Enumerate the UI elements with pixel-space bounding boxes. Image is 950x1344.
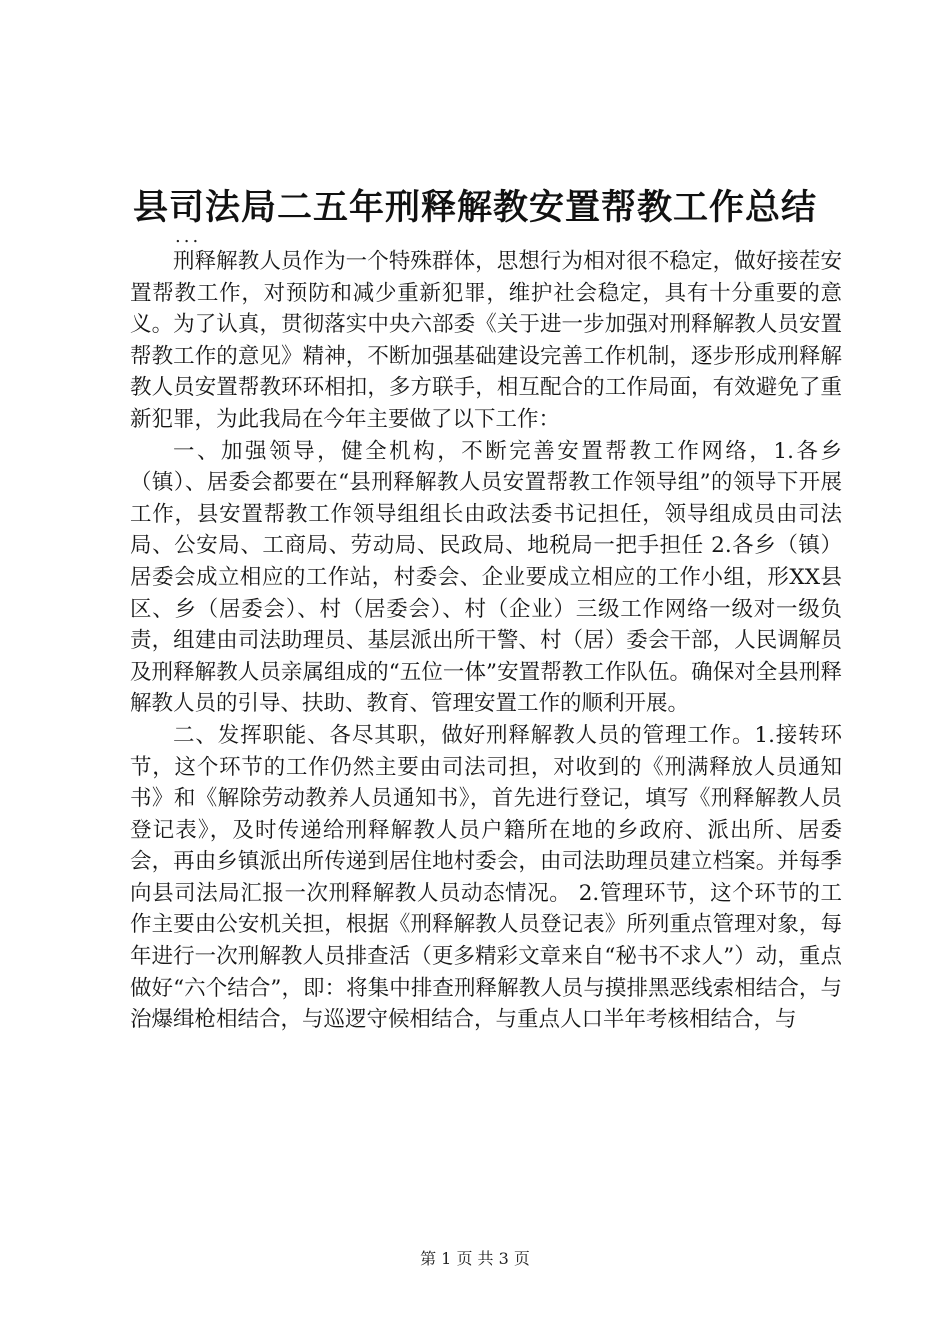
page-footer: 第 1 页 共 3 页 — [420, 1249, 530, 1268]
paragraph-intro: 刑释解教人员作为一个特殊群体，思想行为相对很不稳定，做好接茬安置帮教工作，对预防和减少重新犯罪，维护社会稳定，具有十分重要的意义。为了认真，贯彻落实中央六部委《关于进一步加强对刑释解教人员安置帮教工作的意见》精神，不断加强基础建设完善工作机制，逐步形成刑释解教人员安置帮教环环相扣，多方联手，相互配合的工作局面，有效避免了重新犯罪，为此我局在今年主要做了以下工作： — [130, 249, 842, 432]
paragraph-section-1: 一、加强领导，健全机构，不断完善安置帮教工作网络，1.各乡（镇）、居委会都要在“县刑释解教人员安置帮教工作领导组”的领导下开展工作，县安置帮教工作领导组组长由政法委书记担任，领导组成员由司法局、公安局、工商局、劳动局、民政局、地税局一把手担任 2.各乡（镇）居委会成立相应的工作站，村委会、企业要成立相应的工作小组，形XX县区、乡（居委会）、村（居委会）、村（企业）三级工作网络一级对一级负责，组建由司法助理员、基层派出所干警、村（居）委会干部，人民调解员及刑释解教人员亲属组成的“五位一体”安置帮教工作队伍。确保对全县刑释解教人员的引导、扶助、教育、管理安置工作的顺利开展。 — [130, 438, 842, 717]
ellipsis-mark: ... — [175, 226, 202, 247]
paragraph-section-2: 二、发挥职能、各尽其职，做好刑释解教人员的管理工作。1.接转环节，这个环节的工作仍然主要由司法司担，对收到的《刑满释放人员通知书》和《解除劳动教养人员通知书》，首先进行登记，填写《刑释解教人员登记表》，及时传递给刑释解教人员户籍所在地的乡政府、派出所、居委会，再由乡镇派出所传递到居住地村委会，由司法助理员建立档案。并每季向县司法局汇报一次刑释解教人员动态情况。 2.管理环节，这个环节的工作主要由公安机关担，根据《刑释解教人员登记表》所列重点管理对象，每年进行一次刑解教人员排查活（更多精彩文章来自“秘书不求人”）动，重点做好“六个结合”，即：将集中排查刑释解教人员与摸排黑恶线索相结合，与治爆缉枪相结合，与巡逻守候相结合，与重点人口半年考核相结合，与 — [130, 722, 842, 1033]
document-body — [130, 246, 842, 1036]
document-title: 县司法局二五年刑释解教安置帮教工作总结 — [132, 187, 817, 228]
